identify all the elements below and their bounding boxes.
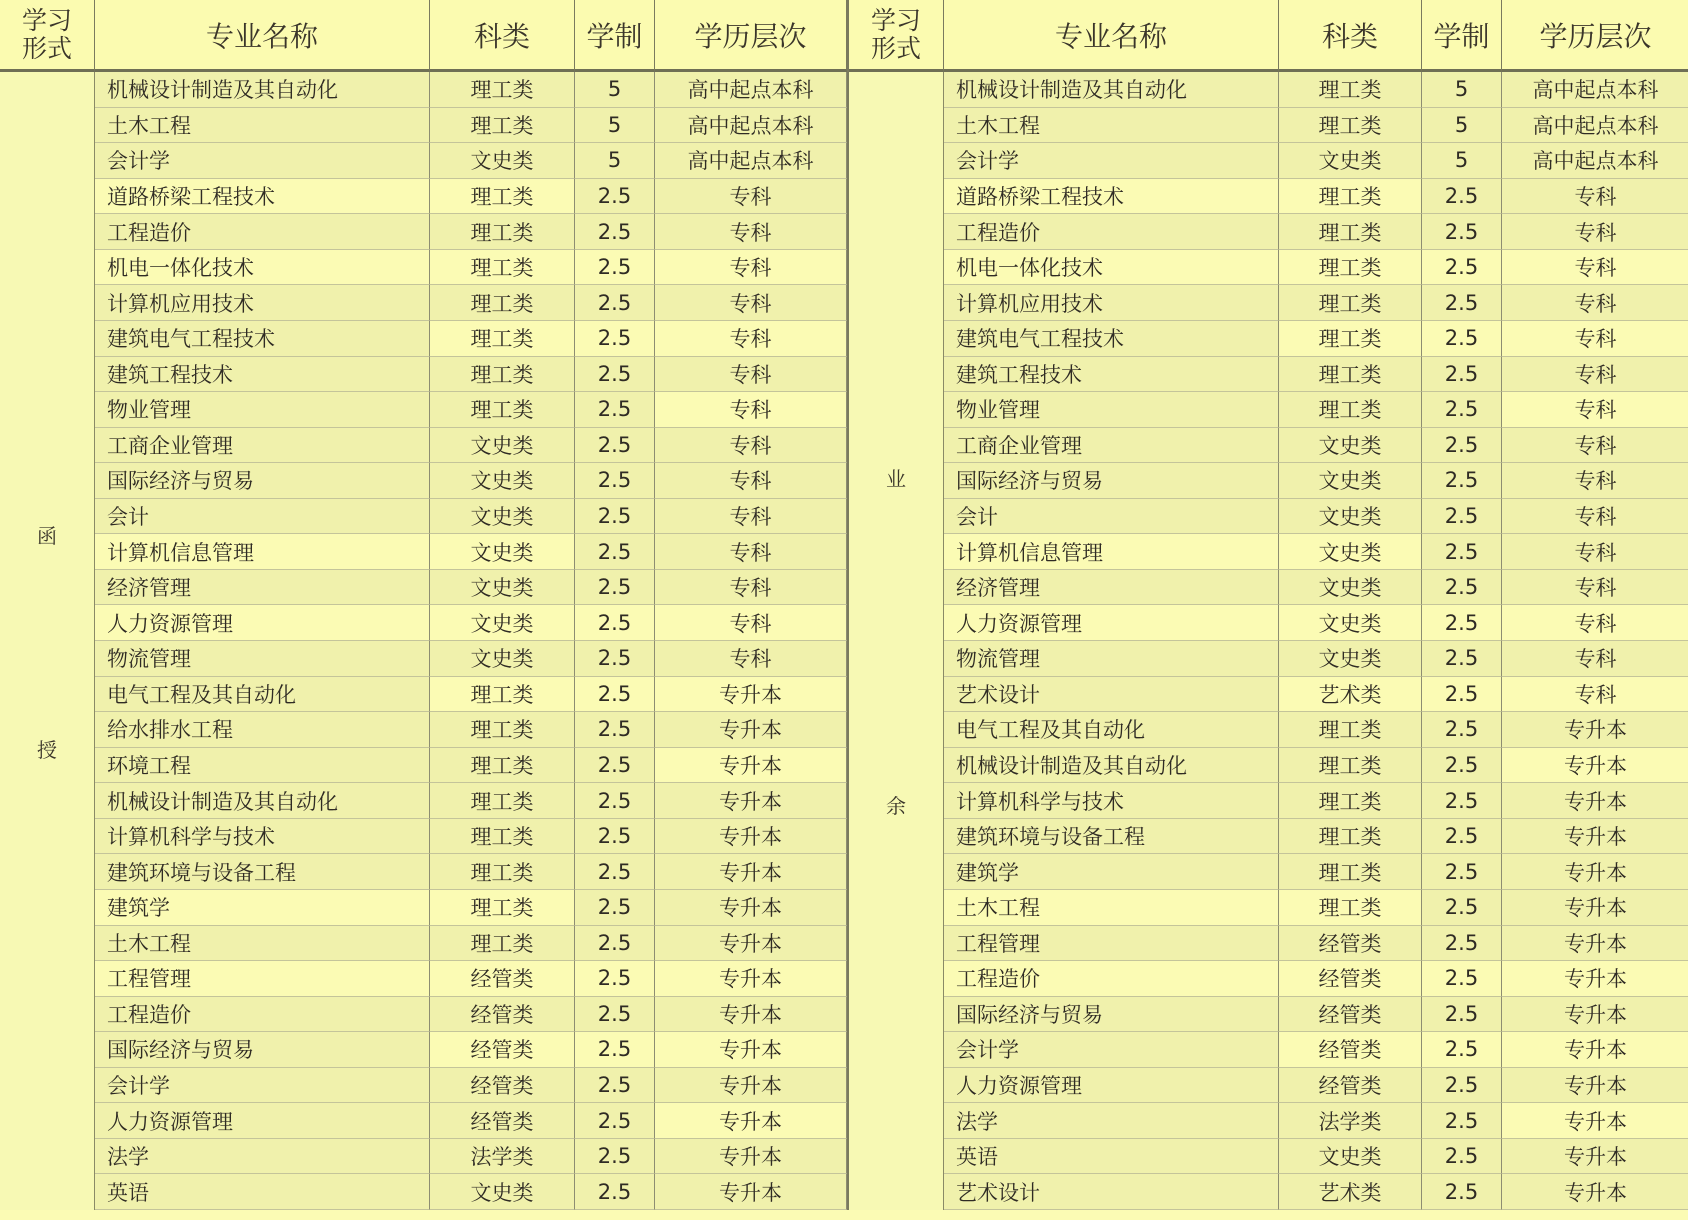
major-name-cell: 建筑环境与设备工程 — [944, 819, 1279, 855]
category-cell: 理工类 — [1279, 854, 1422, 890]
duration-cell: 2.5 — [575, 1068, 655, 1104]
major-name-cell: 建筑工程技术 — [944, 357, 1279, 393]
level-cell: 专科 — [1502, 285, 1688, 321]
category-cell: 理工类 — [430, 926, 575, 962]
duration-cell: 2.5 — [575, 677, 655, 713]
major-name-cell: 国际经济与贸易 — [95, 463, 430, 499]
major-name-cell: 建筑学 — [95, 890, 430, 926]
duration-cell: 2.5 — [1422, 321, 1502, 357]
category-cell: 文史类 — [430, 143, 575, 179]
major-name-cell: 物流管理 — [95, 641, 430, 677]
duration-cell: 2.5 — [1422, 534, 1502, 570]
category-cell: 文史类 — [430, 641, 575, 677]
major-name-cell: 机械设计制造及其自动化 — [944, 72, 1279, 108]
major-name-cell: 人力资源管理 — [95, 1103, 430, 1139]
duration-cell: 2.5 — [1422, 250, 1502, 286]
category-cell: 理工类 — [1279, 357, 1422, 393]
category-cell: 理工类 — [1279, 819, 1422, 855]
duration-cell: 2.5 — [575, 570, 655, 606]
major-name-cell: 会计 — [944, 499, 1279, 535]
duration-cell: 2.5 — [1422, 214, 1502, 250]
major-name-cell: 机械设计制造及其自动化 — [944, 748, 1279, 784]
duration-cell: 2.5 — [575, 1139, 655, 1175]
level-cell: 专升本 — [655, 819, 847, 855]
duration-cell: 2.5 — [1422, 1068, 1502, 1104]
duration-cell: 5 — [575, 108, 655, 144]
major-name-cell: 计算机应用技术 — [95, 285, 430, 321]
level-cell: 专升本 — [655, 1139, 847, 1175]
category-cell: 理工类 — [1279, 179, 1422, 215]
level-cell: 专升本 — [1502, 1032, 1688, 1068]
major-name-cell: 计算机信息管理 — [95, 534, 430, 570]
level-cell: 专科 — [1502, 463, 1688, 499]
level-cell: 专升本 — [655, 748, 847, 784]
duration-cell: 2.5 — [575, 997, 655, 1033]
duration-cell: 2.5 — [575, 961, 655, 997]
major-name-cell: 人力资源管理 — [944, 1068, 1279, 1104]
study-form-cell — [849, 72, 944, 1210]
level-cell: 专科 — [655, 641, 847, 677]
header-study-form: 学习 形式 — [0, 0, 95, 72]
header-duration: 学制 — [1422, 0, 1502, 72]
major-name-cell: 工程管理 — [95, 961, 430, 997]
category-cell: 文史类 — [430, 534, 575, 570]
category-cell: 文史类 — [430, 499, 575, 535]
major-name-cell: 工程造价 — [95, 214, 430, 250]
category-cell: 文史类 — [430, 605, 575, 641]
major-name-cell: 物流管理 — [944, 641, 1279, 677]
category-cell: 经管类 — [1279, 1032, 1422, 1068]
major-name-cell: 土木工程 — [95, 926, 430, 962]
major-name-cell: 工程造价 — [95, 997, 430, 1033]
header-major-name: 专业名称 — [944, 0, 1279, 72]
major-name-cell: 计算机应用技术 — [944, 285, 1279, 321]
header-level: 学历层次 — [655, 0, 847, 72]
major-name-cell: 会计学 — [95, 143, 430, 179]
duration-cell: 5 — [575, 143, 655, 179]
level-cell: 专升本 — [1502, 961, 1688, 997]
level-cell: 专升本 — [1502, 1139, 1688, 1175]
duration-cell: 2.5 — [1422, 997, 1502, 1033]
category-cell: 经管类 — [430, 997, 575, 1033]
category-cell: 经管类 — [430, 1032, 575, 1068]
category-cell: 理工类 — [430, 392, 575, 428]
category-cell: 理工类 — [430, 890, 575, 926]
level-cell: 专科 — [1502, 534, 1688, 570]
major-name-cell: 物业管理 — [95, 392, 430, 428]
level-cell: 专科 — [1502, 570, 1688, 606]
duration-cell: 2.5 — [575, 1174, 655, 1210]
level-cell: 高中起点本科 — [655, 108, 847, 144]
header-category: 科类 — [1279, 0, 1422, 72]
category-cell: 理工类 — [430, 214, 575, 250]
level-cell: 专升本 — [1502, 783, 1688, 819]
level-cell: 专科 — [1502, 321, 1688, 357]
major-name-cell: 会计学 — [944, 1032, 1279, 1068]
category-cell: 理工类 — [430, 819, 575, 855]
category-cell: 理工类 — [1279, 72, 1422, 108]
category-cell: 文史类 — [1279, 641, 1422, 677]
duration-cell: 2.5 — [575, 890, 655, 926]
level-cell: 专升本 — [1502, 712, 1688, 748]
duration-cell: 2.5 — [1422, 641, 1502, 677]
major-name-cell: 土木工程 — [95, 108, 430, 144]
duration-cell: 2.5 — [575, 392, 655, 428]
level-cell: 高中起点本科 — [1502, 72, 1688, 108]
category-cell: 理工类 — [1279, 890, 1422, 926]
category-cell: 文史类 — [1279, 1139, 1422, 1175]
major-name-cell: 建筑电气工程技术 — [944, 321, 1279, 357]
category-cell: 法学类 — [430, 1139, 575, 1175]
header-major-name: 专业名称 — [95, 0, 430, 72]
category-cell: 理工类 — [1279, 783, 1422, 819]
duration-cell: 2.5 — [575, 712, 655, 748]
category-cell: 理工类 — [430, 321, 575, 357]
duration-cell: 2.5 — [1422, 854, 1502, 890]
level-cell: 专科 — [655, 428, 847, 464]
major-name-cell: 会计学 — [944, 143, 1279, 179]
duration-cell: 2.5 — [1422, 392, 1502, 428]
level-cell: 高中起点本科 — [1502, 108, 1688, 144]
major-name-cell: 机械设计制造及其自动化 — [95, 783, 430, 819]
duration-cell: 2.5 — [575, 285, 655, 321]
major-name-cell: 法学 — [944, 1103, 1279, 1139]
header-level: 学历层次 — [1502, 0, 1688, 72]
major-name-cell: 国际经济与贸易 — [95, 1032, 430, 1068]
level-cell: 专科 — [1502, 677, 1688, 713]
duration-cell: 2.5 — [575, 214, 655, 250]
category-cell: 理工类 — [430, 108, 575, 144]
category-cell: 经管类 — [1279, 926, 1422, 962]
duration-cell: 5 — [1422, 72, 1502, 108]
duration-cell: 2.5 — [1422, 1103, 1502, 1139]
study-form-char: 函 — [37, 523, 57, 548]
category-cell: 文史类 — [1279, 463, 1422, 499]
major-name-cell: 人力资源管理 — [944, 605, 1279, 641]
major-name-cell: 给水排水工程 — [95, 712, 430, 748]
level-cell: 专升本 — [1502, 1068, 1688, 1104]
major-name-cell: 环境工程 — [95, 748, 430, 784]
category-cell: 艺术类 — [1279, 677, 1422, 713]
study-form-char: 授 — [37, 737, 57, 762]
category-cell: 理工类 — [1279, 285, 1422, 321]
category-cell: 理工类 — [430, 357, 575, 393]
level-cell: 专升本 — [655, 854, 847, 890]
study-form-cell — [0, 72, 95, 1210]
major-name-cell: 建筑学 — [944, 854, 1279, 890]
duration-cell: 2.5 — [1422, 570, 1502, 606]
major-name-cell: 法学 — [95, 1139, 430, 1175]
duration-cell: 2.5 — [575, 250, 655, 286]
level-cell: 专科 — [655, 357, 847, 393]
duration-cell: 2.5 — [1422, 428, 1502, 464]
duration-cell: 2.5 — [1422, 605, 1502, 641]
category-cell: 理工类 — [430, 748, 575, 784]
header-category: 科类 — [430, 0, 575, 72]
level-cell: 专科 — [1502, 499, 1688, 535]
level-cell: 专升本 — [1502, 1103, 1688, 1139]
major-name-cell: 计算机科学与技术 — [95, 819, 430, 855]
major-name-cell: 道路桥梁工程技术 — [95, 179, 430, 215]
duration-cell: 2.5 — [1422, 783, 1502, 819]
level-cell: 专升本 — [1502, 854, 1688, 890]
category-cell: 文史类 — [430, 1174, 575, 1210]
duration-cell: 2.5 — [1422, 712, 1502, 748]
duration-cell: 2.5 — [1422, 1174, 1502, 1210]
major-name-cell: 工商企业管理 — [95, 428, 430, 464]
duration-cell: 2.5 — [575, 641, 655, 677]
level-cell: 专科 — [655, 321, 847, 357]
duration-cell: 2.5 — [1422, 1139, 1502, 1175]
level-cell: 专升本 — [655, 783, 847, 819]
level-cell: 专科 — [1502, 179, 1688, 215]
major-name-cell: 人力资源管理 — [95, 605, 430, 641]
major-name-cell: 电气工程及其自动化 — [95, 677, 430, 713]
category-cell: 理工类 — [430, 179, 575, 215]
level-cell: 专科 — [1502, 641, 1688, 677]
major-name-cell: 工程管理 — [944, 926, 1279, 962]
major-name-cell: 土木工程 — [944, 890, 1279, 926]
level-cell: 专升本 — [655, 997, 847, 1033]
level-cell: 专升本 — [655, 1174, 847, 1210]
major-name-cell: 经济管理 — [944, 570, 1279, 606]
category-cell: 经管类 — [430, 961, 575, 997]
level-cell: 专升本 — [1502, 890, 1688, 926]
major-name-cell: 建筑环境与设备工程 — [95, 854, 430, 890]
duration-cell: 2.5 — [575, 1032, 655, 1068]
category-cell: 理工类 — [430, 783, 575, 819]
level-cell: 专升本 — [655, 1032, 847, 1068]
duration-cell: 2.5 — [1422, 463, 1502, 499]
duration-cell: 2.5 — [575, 463, 655, 499]
category-cell: 文史类 — [1279, 605, 1422, 641]
level-cell: 专科 — [1502, 250, 1688, 286]
duration-cell: 2.5 — [575, 605, 655, 641]
category-cell: 经管类 — [1279, 961, 1422, 997]
duration-cell: 2.5 — [575, 819, 655, 855]
study-form-char: 余 — [886, 794, 906, 818]
level-cell: 高中起点本科 — [1502, 143, 1688, 179]
duration-cell: 2.5 — [575, 1103, 655, 1139]
level-cell: 专升本 — [1502, 926, 1688, 962]
duration-cell: 5 — [1422, 108, 1502, 144]
category-cell: 理工类 — [430, 250, 575, 286]
category-cell: 文史类 — [1279, 570, 1422, 606]
level-cell: 专科 — [655, 392, 847, 428]
category-cell: 理工类 — [430, 677, 575, 713]
level-cell: 专科 — [655, 499, 847, 535]
duration-cell: 2.5 — [575, 321, 655, 357]
level-cell: 高中起点本科 — [655, 143, 847, 179]
category-cell: 文史类 — [1279, 534, 1422, 570]
major-name-cell: 国际经济与贸易 — [944, 463, 1279, 499]
level-cell: 专科 — [655, 534, 847, 570]
major-name-cell: 艺术设计 — [944, 1174, 1279, 1210]
duration-cell: 2.5 — [575, 783, 655, 819]
level-cell: 专科 — [1502, 428, 1688, 464]
major-name-cell: 会计学 — [95, 1068, 430, 1104]
duration-cell: 2.5 — [575, 534, 655, 570]
major-name-cell: 计算机信息管理 — [944, 534, 1279, 570]
level-cell: 高中起点本科 — [655, 72, 847, 108]
level-cell: 专升本 — [655, 890, 847, 926]
category-cell: 理工类 — [1279, 748, 1422, 784]
major-name-cell: 机电一体化技术 — [95, 250, 430, 286]
level-cell: 专科 — [655, 570, 847, 606]
duration-cell: 2.5 — [1422, 961, 1502, 997]
duration-cell: 5 — [1422, 143, 1502, 179]
level-cell: 专升本 — [655, 961, 847, 997]
category-cell: 法学类 — [1279, 1103, 1422, 1139]
major-name-cell: 英语 — [944, 1139, 1279, 1175]
level-cell: 专科 — [655, 250, 847, 286]
level-cell: 专科 — [655, 285, 847, 321]
level-cell: 专科 — [1502, 392, 1688, 428]
level-cell: 专科 — [655, 463, 847, 499]
major-name-cell: 建筑工程技术 — [95, 357, 430, 393]
level-cell: 专升本 — [655, 1068, 847, 1104]
level-cell: 专科 — [655, 214, 847, 250]
major-name-cell: 建筑电气工程技术 — [95, 321, 430, 357]
major-name-cell: 工程造价 — [944, 214, 1279, 250]
level-cell: 专科 — [1502, 605, 1688, 641]
level-cell: 专科 — [1502, 357, 1688, 393]
study-form-char: 业 — [886, 467, 906, 491]
category-cell: 文史类 — [430, 428, 575, 464]
duration-cell: 5 — [575, 72, 655, 108]
major-name-cell: 工商企业管理 — [944, 428, 1279, 464]
category-cell: 经管类 — [1279, 1068, 1422, 1104]
duration-cell: 2.5 — [1422, 819, 1502, 855]
level-cell: 专升本 — [1502, 1174, 1688, 1210]
category-cell: 经管类 — [430, 1103, 575, 1139]
duration-cell: 2.5 — [1422, 890, 1502, 926]
category-cell: 文史类 — [430, 463, 575, 499]
category-cell: 理工类 — [1279, 321, 1422, 357]
header-study-form: 学习 形式 — [849, 0, 944, 72]
table-half-part-time — [849, 0, 1688, 1210]
level-cell: 专升本 — [1502, 997, 1688, 1033]
duration-cell: 2.5 — [1422, 357, 1502, 393]
major-name-cell: 艺术设计 — [944, 677, 1279, 713]
category-cell: 理工类 — [1279, 250, 1422, 286]
major-name-cell: 英语 — [95, 1174, 430, 1210]
major-name-cell: 机电一体化技术 — [944, 250, 1279, 286]
major-name-cell: 会计 — [95, 499, 430, 535]
category-cell: 文史类 — [1279, 499, 1422, 535]
duration-cell: 2.5 — [575, 179, 655, 215]
major-name-cell: 工程造价 — [944, 961, 1279, 997]
duration-cell: 2.5 — [1422, 926, 1502, 962]
duration-cell: 2.5 — [1422, 179, 1502, 215]
category-cell: 理工类 — [1279, 108, 1422, 144]
level-cell: 专科 — [655, 179, 847, 215]
category-cell: 理工类 — [430, 712, 575, 748]
level-cell: 专升本 — [1502, 748, 1688, 784]
level-cell: 专升本 — [1502, 819, 1688, 855]
level-cell: 专升本 — [655, 926, 847, 962]
table-half-correspondence — [0, 0, 849, 1210]
major-name-cell: 电气工程及其自动化 — [944, 712, 1279, 748]
category-cell: 艺术类 — [1279, 1174, 1422, 1210]
duration-cell: 2.5 — [1422, 499, 1502, 535]
duration-cell: 2.5 — [575, 926, 655, 962]
major-name-cell: 物业管理 — [944, 392, 1279, 428]
category-cell: 理工类 — [1279, 214, 1422, 250]
category-cell: 经管类 — [430, 1068, 575, 1104]
duration-cell: 2.5 — [1422, 1032, 1502, 1068]
header-duration: 学制 — [575, 0, 655, 72]
major-name-cell: 土木工程 — [944, 108, 1279, 144]
duration-cell: 2.5 — [1422, 677, 1502, 713]
duration-cell: 2.5 — [575, 854, 655, 890]
level-cell: 专科 — [1502, 214, 1688, 250]
duration-cell: 2.5 — [1422, 748, 1502, 784]
level-cell: 专升本 — [655, 712, 847, 748]
duration-cell: 2.5 — [575, 748, 655, 784]
category-cell: 理工类 — [1279, 712, 1422, 748]
level-cell: 专升本 — [655, 677, 847, 713]
major-name-cell: 国际经济与贸易 — [944, 997, 1279, 1033]
duration-cell: 2.5 — [1422, 285, 1502, 321]
major-name-cell: 道路桥梁工程技术 — [944, 179, 1279, 215]
category-cell: 文史类 — [1279, 143, 1422, 179]
category-cell: 经管类 — [1279, 997, 1422, 1033]
category-cell: 文史类 — [1279, 428, 1422, 464]
category-cell: 理工类 — [430, 285, 575, 321]
level-cell: 专科 — [655, 605, 847, 641]
major-name-cell: 计算机科学与技术 — [944, 783, 1279, 819]
category-cell: 文史类 — [430, 570, 575, 606]
major-name-cell: 经济管理 — [95, 570, 430, 606]
duration-cell: 2.5 — [575, 357, 655, 393]
category-cell: 理工类 — [430, 854, 575, 890]
duration-cell: 2.5 — [575, 499, 655, 535]
category-cell: 理工类 — [1279, 392, 1422, 428]
level-cell: 专升本 — [655, 1103, 847, 1139]
category-cell: 理工类 — [430, 72, 575, 108]
duration-cell: 2.5 — [575, 428, 655, 464]
major-name-cell: 机械设计制造及其自动化 — [95, 72, 430, 108]
